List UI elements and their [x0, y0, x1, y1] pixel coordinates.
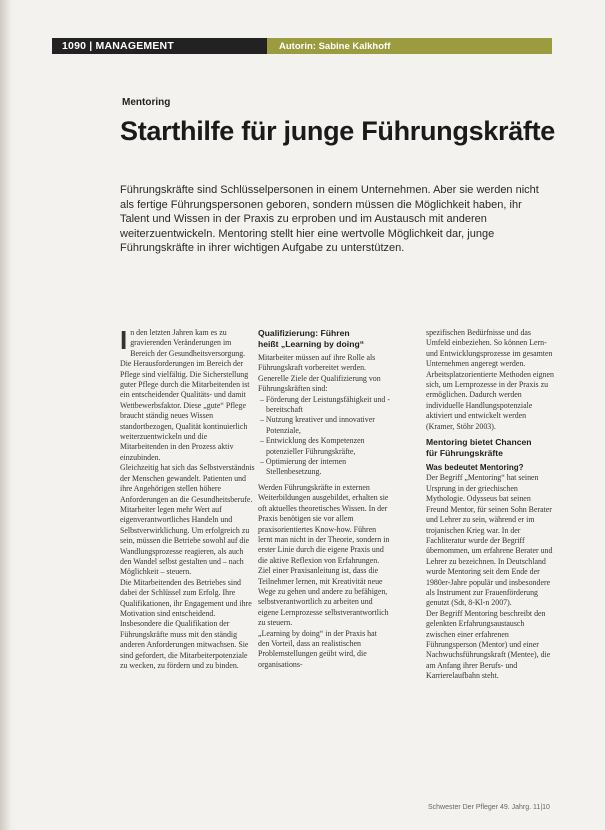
page-footer: Schwester Der Pfleger 49. Jahrg. 11|10: [428, 804, 550, 811]
column-3-paragraph-2: Der Begriff „Mentoring“ hat seinen Ursprung in der griechischen Mythologie. Odysseus bat seinen Freund Mentor, für seinen Sohn Berater und Lehrer zu sein, während er im trojanischen Krieg war. In der Fachliteratur wurde der Begriff übernommen, um erfahrene Berater und Lehrer zu bezeichnen. In Deutschland wurde Mentoring seit dem Ende der 1980er-Jahre populär und insbesondere als Instrument zur Frauenförderung genutzt (Sdt, 8-Kl-n 2007).: [426, 473, 553, 608]
heading-line: heißt „Learning by doing“: [258, 339, 364, 349]
section-heading-qualifizierung: [258, 328, 390, 350]
column-3-paragraph-3: Der Begriff Mentoring beschreibt den gelenkten Erfahrungsaustausch zwischen einer erfahrenen Führungsperson (Mentor) und einer Nachwuchsführungskraft (Mentee), die am Anfang ihrer Berufs- und Karrierelaufbahn steht.: [426, 608, 551, 681]
subheading-was-bedeutet: Was bedeutet Mentoring?: [426, 463, 524, 473]
goal-list: [258, 395, 390, 478]
list-item: – Förderung der Leistungsfähigkeit und -bereitschaft: [266, 395, 390, 416]
column-1-paragraph: [120, 325, 255, 463]
article-kicker: Mentoring: [122, 97, 171, 108]
column-2-paragraph-4: „Learning by doing“ in der Praxis hat den Vorteil, dass an realistischen Problemstellungen geübt wird, die organisations-: [258, 628, 377, 669]
column-1-paragraph-3: Die Mitarbeitenden des Betriebes sind dabei der Schlüssel zum Erfolg. Ihre Qualifikationen, ihr Engagement und ihre Motivation sind entscheidend. Insbesondere die Qualifikation der Führungskräfte muss mit den ständig anderen Anforderungen mitwachsen. Sie sind gefordert, die Mitarbeiterpotenziale zu wecken, zu fördern und zu binden.: [120, 577, 252, 670]
author-label: Autorin: Sabine Kalkhoff: [267, 38, 552, 54]
section-heading-mentoring: [426, 437, 554, 459]
list-item: – Optimierung der internen Stellenbesetzung.: [266, 457, 390, 478]
page-binding-shadow: [0, 0, 12, 830]
column-1-paragraph-2: Gleichzeitig hat sich das Selbstverständnis der Menschen gewandelt. Patienten und ihre Angehörigen stellen höhere Anforderungen an die Gesundheitsberufe. Mitarbeiter legen mehr Wert auf eigenverantwortliches Handeln und Selbstverwirklichung. Um erfolgreich zu sein, müssen die Betriebe sowohl auf die Wandlungsprozesse reagieren, als auch den Wandel selbst gestalten und – nach Möglichkeit – steuern.: [120, 463, 255, 577]
header-bar: [52, 38, 552, 54]
column-3-paragraph-1: spezifischen Bedürfnisse und das Umfeld einbeziehen. So können Lern- und Entwicklungsprozesse im gesamten Unternehmen angeregt werden. Arbeitsplatzorientierte Methoden eignen sich, um Lernprozesse in der Praxis zu ermöglichen. Dadurch werden individuelle Handlungspotenziale aktiviert und entwickelt werden (Kramer, Stöhr 2003).: [426, 328, 554, 431]
column-2-paragraph-2: Werden Führungskräfte in externen Weiterbildungen ausgebildet, erhalten sie oft aktuelles theoretisches Wissen. In der Praxis benötigen sie vor allem praxisorientiertes Know-how. Führen lernt man nicht in der Theorie, sondern in erster Linie durch die eigene Praxis und die aktive Reflexion von Erfahrungen.: [258, 482, 390, 565]
list-item: – Entwicklung des Kompetenzen potenzieller Führungskräfte,: [266, 436, 390, 457]
column-3: [426, 328, 554, 682]
column-2-paragraph-3: Ziel einer Praxisanleitung ist, dass die Teilnehmer lernen, mit Kreativität neue Wege zu gehen und andere zu befähigen, selbstverantwortlich zu arbeiten und eigene Lernprozesse selbstverantwortlich zu steuern.: [258, 566, 389, 628]
column-2-paragraph-1: Mitarbeiter müssen auf ihre Rolle als Führungskraft vorbereitet werden. Generelle Ziele der Qualifizierung von Führungskräften sind:: [258, 353, 381, 394]
column-1-text: n den letzten Jahren kam es zu gravierenden Veränderungen im Bereich der Gesundheitsversorgung. Die Herausforderungen im Bereich der Pflege sind vielfältig. Die Sicherstellung guter Pflege durch die Mitarbeitenden ist ein entscheidender Qualitäts- und damit Wettbewerbsfaktor. Diese „gute“ Pflege braucht ständig neues Wissen standortbezogen, Qualität kontinuierlich weiterzuentwickeln und die Mitarbeitenden in den Prozess aktiv einzubinden.: [120, 328, 250, 462]
list-item: – Nutzung kreativer und innovativer Potenziale,: [266, 415, 390, 436]
section-label: 1090 | MANAGEMENT: [62, 40, 174, 52]
column-2: [258, 328, 390, 670]
heading-line: für Führungskräfte: [426, 448, 503, 459]
heading-line: Qualifizierung: Führen: [258, 328, 350, 338]
article-title: Starthilfe für junge Führungskräfte: [120, 116, 556, 146]
article-intro: Führungskräfte sind Schlüsselpersonen in einem Unternehmen. Aber sie werden nicht als fertige Führungspersonen geboren, sondern müssen die Möglichkeit haben, ihr Talent und Wissen in der Praxis zu erproben und im Austausch mit anderen weiterzuentwickeln. Mentoring stellt hier eine wertvolle Möglichkeit dar, junge Führungskräfte in ihrer wichtigen Aufgabe zu unterstützen.: [120, 184, 539, 255]
column-1: [120, 325, 255, 671]
drop-cap: I: [120, 325, 128, 355]
heading-line: Mentoring bietet Chancen: [426, 437, 532, 448]
